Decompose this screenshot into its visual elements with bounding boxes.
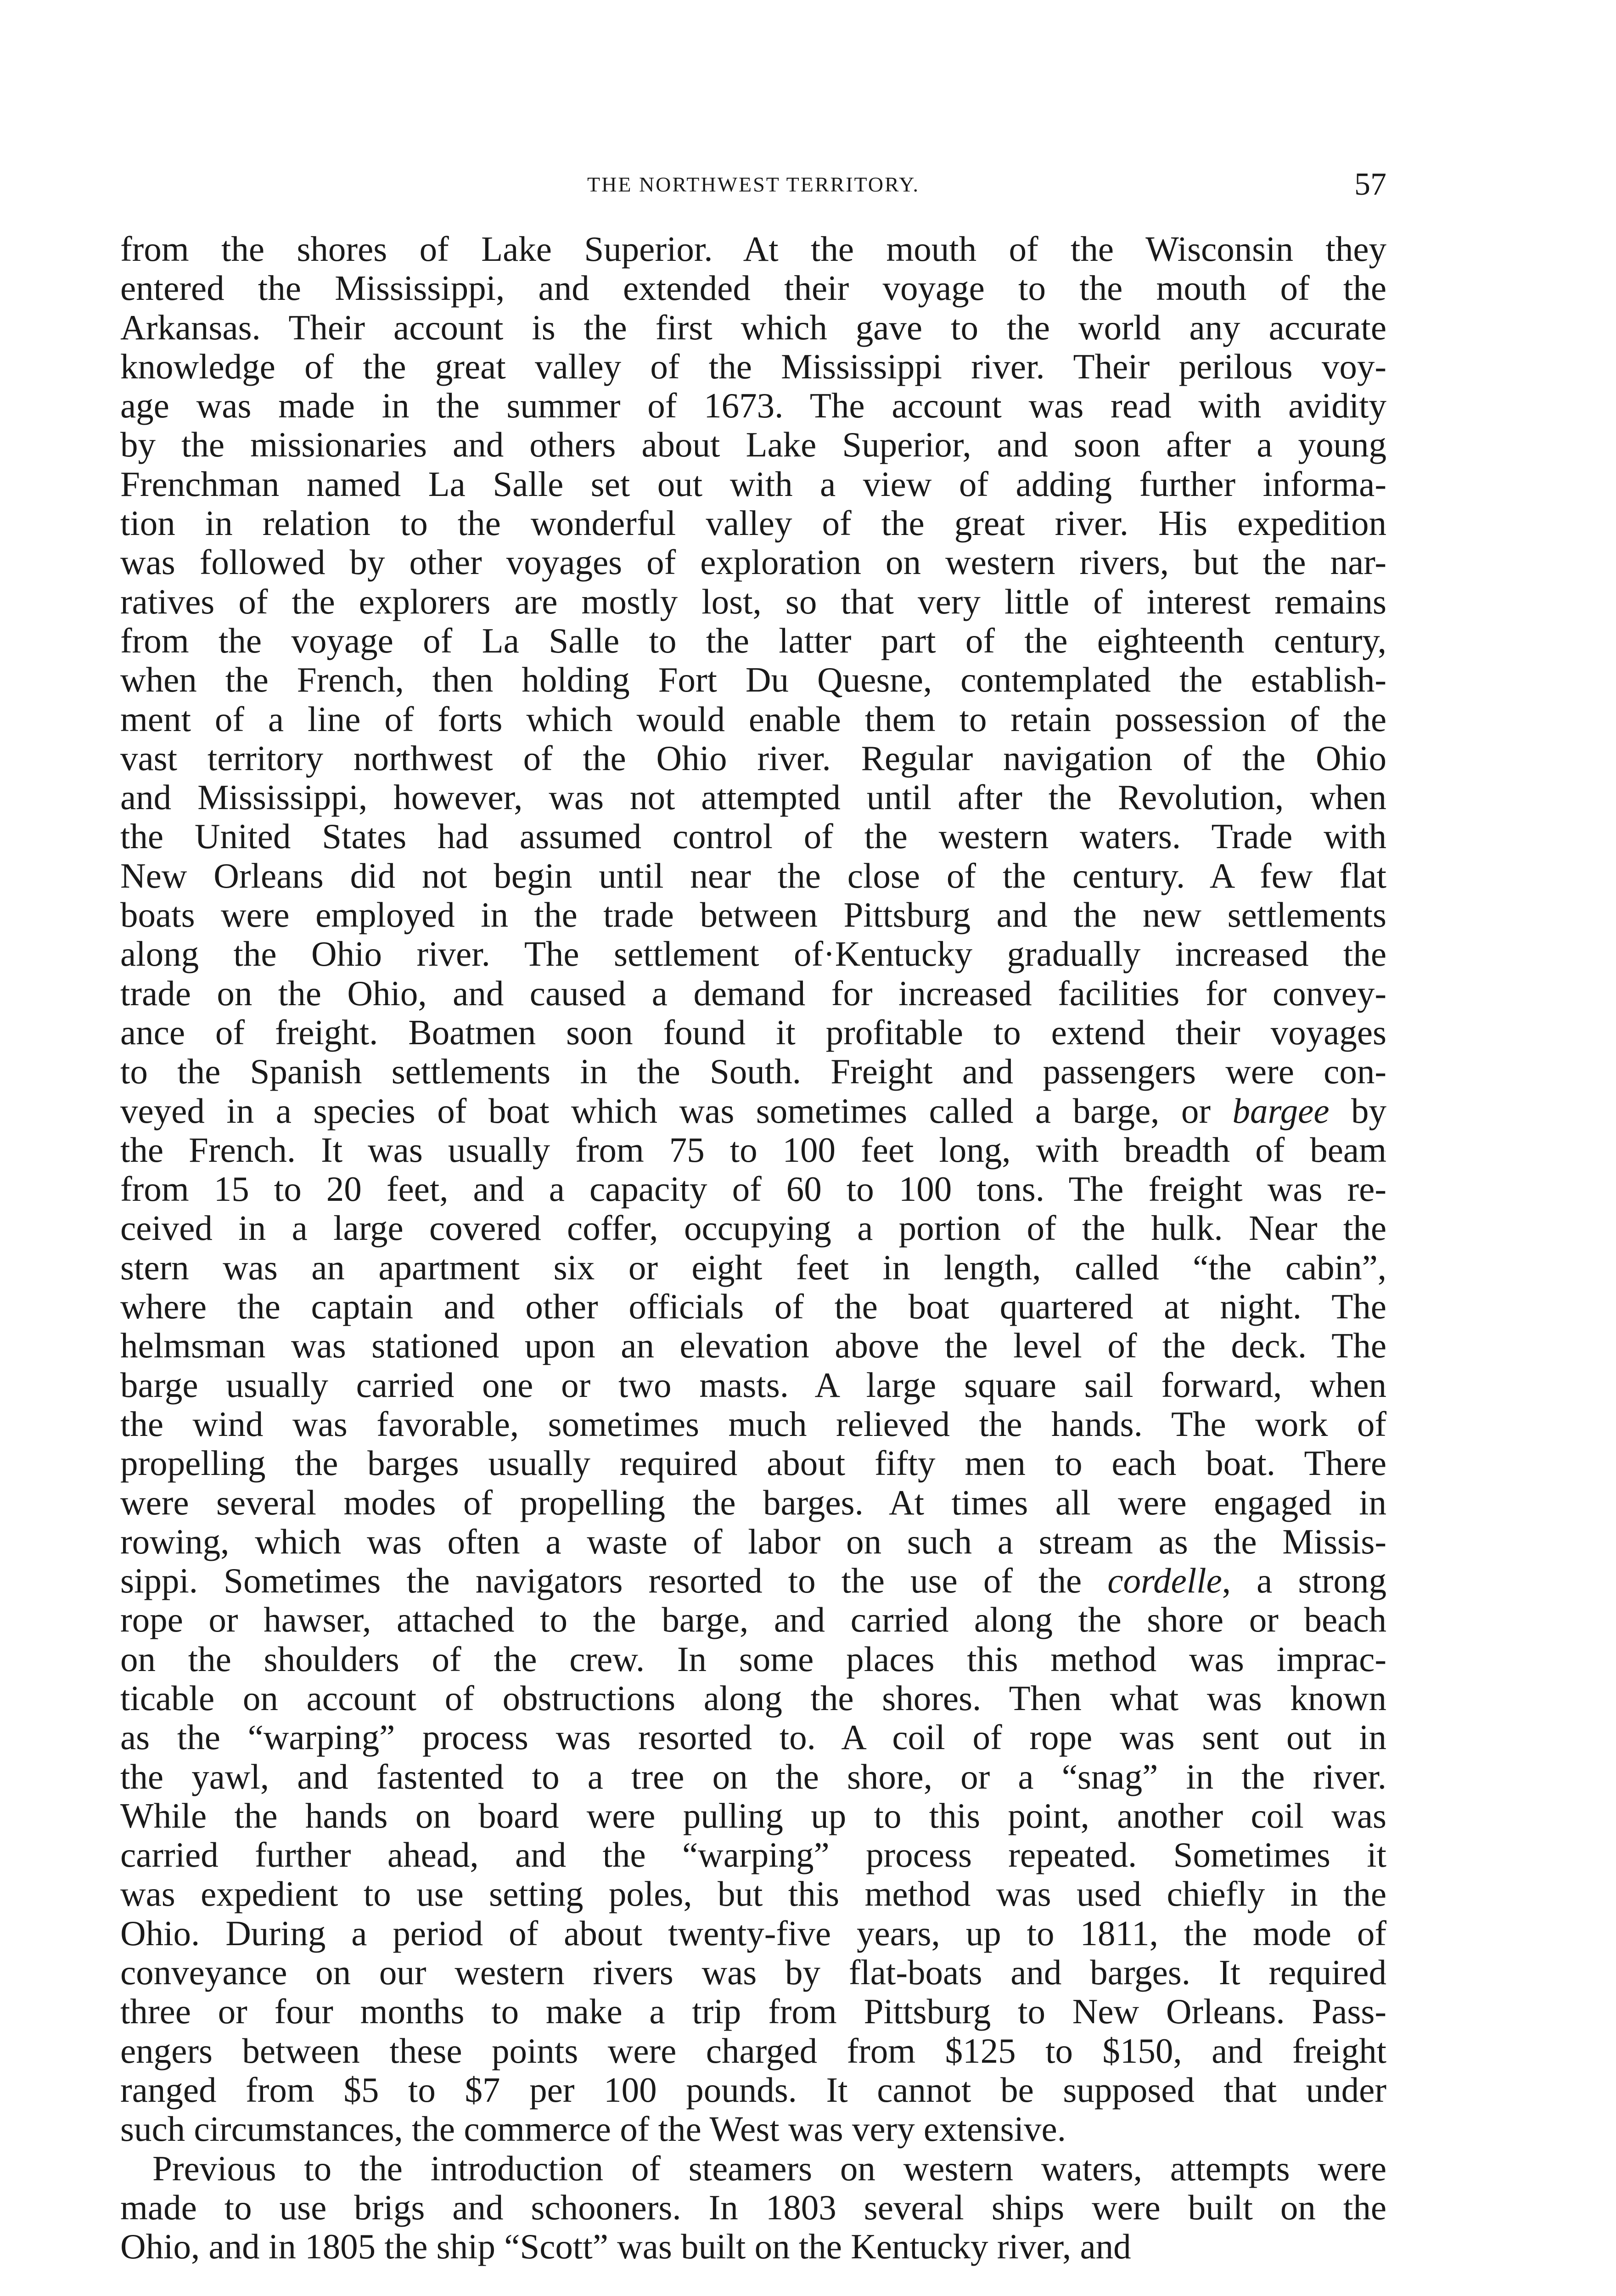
text-line: from the voyage of La Salle to the latter part of the eighteenth century, bbox=[120, 621, 1386, 660]
text-line: made to use brigs and schooners. In 1803 several ships were built on the bbox=[120, 2188, 1386, 2227]
text-line: vast territory northwest of the Ohio river. Regular navigation of the Ohio bbox=[120, 738, 1386, 778]
text-line: by the missionaries and others about Lake Superior, and soon after a young bbox=[120, 425, 1386, 465]
text-line: Ohio, and in 1805 the ship “Scott” was built on the Kentucky river, and bbox=[120, 2227, 1131, 2267]
text-line: While the hands on board were pulling up to this point, another coil was bbox=[120, 1796, 1386, 1835]
text-line: as the “warping” process was resorted to. A coil of rope was sent out in bbox=[120, 1718, 1386, 1757]
running-title: THE NORTHWEST TERRITORY. bbox=[587, 173, 920, 196]
text-line: conveyance on our western rivers was by flat-boats and barges. It required bbox=[120, 1953, 1386, 1992]
text-line: from the shores of Lake Superior. At the mouth of the Wisconsin they bbox=[120, 230, 1386, 269]
text-line: when the French, then holding Fort Du Quesne, contemplated the establish- bbox=[120, 660, 1386, 700]
text-line: engers between these points were charged from $125 to $150, and freight bbox=[120, 2031, 1386, 2071]
text-line: knowledge of the great valley of the Mississippi river. Their perilous voy- bbox=[120, 347, 1386, 386]
text-line: where the captain and other officials of the boat quartered at night. The bbox=[120, 1287, 1386, 1327]
text-line: ance of freight. Boatmen soon found it profitable to extend their voyages bbox=[120, 1013, 1386, 1052]
text-line: veyed in a species of boat which was sometimes called a barge, or bargee by bbox=[120, 1091, 1386, 1131]
text-line: rowing, which was often a waste of labor on such a stream as the Missis- bbox=[120, 1522, 1386, 1561]
text-line: from 15 to 20 feet, and a capacity of 60 to 100 tons. The freight was re- bbox=[120, 1170, 1386, 1209]
text-line: age was made in the summer of 1673. The account was read with avidity bbox=[120, 386, 1386, 426]
text-line: propelling the barges usually required about fifty men to each boat. There bbox=[120, 1444, 1386, 1483]
text-line: along the Ohio river. The settlement of·Kentucky gradually increased the bbox=[120, 934, 1386, 974]
text-line: sippi. Sometimes the navigators resorted to the use of the cordelle, a strong bbox=[120, 1561, 1386, 1601]
text-line: ment of a line of forts which would enable them to retain possession of the bbox=[120, 699, 1386, 739]
text-line: and Mississippi, however, was not attempted until after the Revolution, when bbox=[120, 778, 1386, 817]
text-line: helmsman was stationed upon an elevation above the level of the deck. The bbox=[120, 1326, 1386, 1366]
text-line: entered the Mississippi, and extended their voyage to the mouth of the bbox=[120, 269, 1386, 308]
text-line: ranged from $5 to $7 per 100 pounds. It cannot be supposed that under bbox=[120, 2070, 1386, 2110]
text-line: was expedient to use setting poles, but this method was used chiefly in the bbox=[120, 1874, 1386, 1914]
text-line: rope or hawser, attached to the barge, and carried along the shore or beach bbox=[120, 1600, 1386, 1640]
text-line: stern was an apartment six or eight feet in length, called “the cabin”, bbox=[120, 1248, 1386, 1287]
body-text bbox=[120, 230, 1386, 2266]
paragraph bbox=[120, 2149, 1386, 2267]
paragraph bbox=[120, 230, 1386, 2149]
page-number: 57 bbox=[1354, 167, 1386, 202]
text-line: ticable on account of obstructions along the shores. Then what was known bbox=[120, 1678, 1386, 1718]
text-line: on the shoulders of the crew. In some places this method was imprac- bbox=[120, 1639, 1386, 1679]
text-line: Ohio. During a period of about twenty-five years, up to 1811, the mode of bbox=[120, 1913, 1386, 1953]
text-line: ceived in a large covered coffer, occupying a portion of the hulk. Near the bbox=[120, 1209, 1386, 1248]
text-line: boats were employed in the trade between Pittsburg and the new settlements bbox=[120, 895, 1386, 935]
text-line: such circumstances, the commerce of the West was very extensive. bbox=[120, 2110, 1066, 2149]
text-line: New Orleans did not begin until near the close of the century. A few flat bbox=[120, 856, 1386, 895]
text-line: tion in relation to the wonderful valley of the great river. His expedition bbox=[120, 504, 1386, 543]
text-line: the wind was favorable, sometimes much relieved the hands. The work of bbox=[120, 1404, 1386, 1444]
text-line: three or four months to make a trip from Pittsburg to New Orleans. Pass- bbox=[120, 1992, 1386, 2032]
text-line: barge usually carried one or two masts. A large square sail forward, when bbox=[120, 1365, 1386, 1405]
text-line: was followed by other voyages of exploration on western rivers, but the nar- bbox=[120, 543, 1386, 582]
text-line: the French. It was usually from 75 to 100 feet long, with breadth of beam bbox=[120, 1130, 1386, 1170]
text-line: to the Spanish settlements in the South. Freight and passengers were con- bbox=[120, 1052, 1386, 1092]
text-line: were several modes of propelling the barges. At times all were engaged in bbox=[120, 1483, 1386, 1522]
text-line: the United States had assumed control of the western waters. Trade with bbox=[120, 817, 1386, 856]
running-head bbox=[120, 166, 1386, 203]
text-line: Frenchman named La Salle set out with a view of adding further informa- bbox=[120, 464, 1386, 504]
text-line: trade on the Ohio, and caused a demand for increased facilities for convey- bbox=[120, 974, 1386, 1013]
text-line: ratives of the explorers are mostly lost, so that very little of interest remains bbox=[120, 582, 1386, 621]
text-line: Arkansas. Their account is the first which gave to the world any accurate bbox=[120, 308, 1386, 347]
text-line: Previous to the introduction of steamers on western waters, attempts were bbox=[152, 2149, 1386, 2188]
text-line: carried further ahead, and the “warping” process repeated. Sometimes it bbox=[120, 1835, 1386, 1875]
text-line: the yawl, and fastented to a tree on the shore, or a “snag” in the river. bbox=[120, 1757, 1386, 1796]
